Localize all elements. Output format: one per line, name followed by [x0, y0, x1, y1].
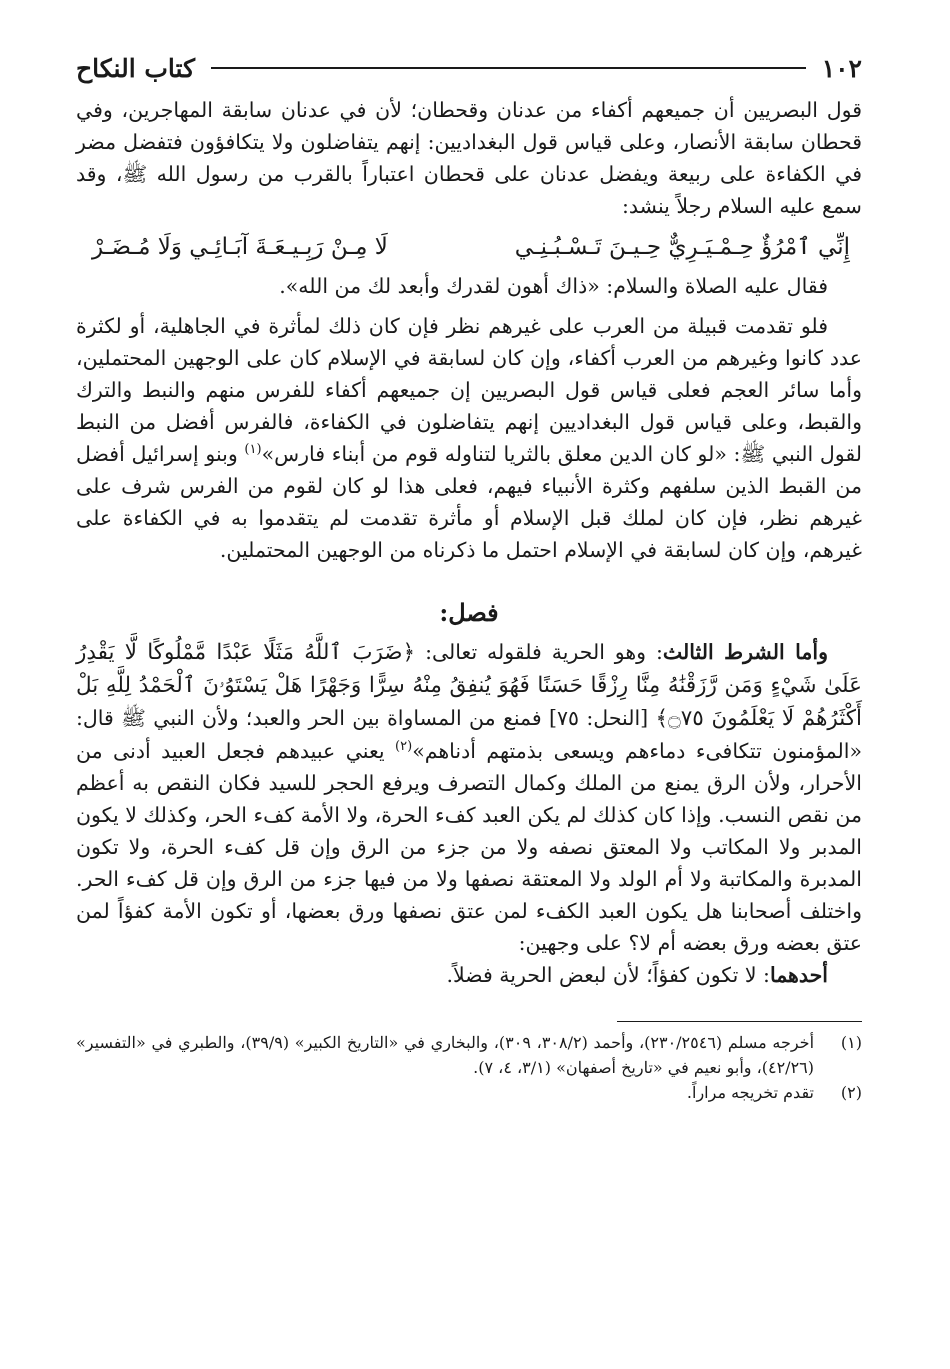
footnote-text: تقدم تخريجه مراراً.: [686, 1083, 814, 1102]
page-header: [76, 48, 862, 88]
section-heading: فصل:: [439, 598, 499, 627]
footnotes: [76, 1030, 862, 1105]
verse-second-hemistich: لَا مِـنْ رَبِـيـعَـةَ آبَـائِـي وَلَا مُـضَـرْ: [92, 234, 388, 260]
tribes-text: فلو تقدمت قبيلة من العرب على غيرهم نظر فإن كان ذلك لمأثرة في الجاهلية، أو لكثرة عدد كانوا وغيرهم من العرب أكفاء، وإن كان لسابقة في الإسلام كان على الوجهين المحتملين، وأما سائر العجم فعلى قياس قول البصريين إن جميعهم أكفاء للفرس منهم والنبط والترك والقبط، وعلى قياس قول البغداديين إنهم يتفاضلون في الكفاءة، فالفرس أفضل من النبط لقول النبي ﷺ: «لو كان الدين معلق بالثريا لتناوله قوم من أبناء فارس»: [76, 314, 862, 466]
footnote-2: [76, 1080, 862, 1105]
tribes-text-rest: وبنو إسرائيل أفضل من القبط الذين سلفهم وكثرة الأنبياء فيهم، فعلى هذا لو كان لقوم من الفرس شرف على غيرهم نظر، فإن كان لملك قبل الإسلام أو مأثرة تقدمت لم يتقدموا به في الكفاءة على غيرهم، وإن كان لسابقة في الإسلام احتمل ما ذكرناه من الوجهين المحتملين.: [76, 442, 862, 562]
freedom-rest: يعني عبيدهم فجعل العبيد أدنى من الأحرار، ولأن الرق يمنع من الملك وكمال التصرف ويرفع الحجر للسيد فكان النقص به أعظم من نقص النسب. وإذا كان كذلك لم يكن العبد كفء الحرة، ولا الأمة كفء الحر، وكذلك لا يكون المدبر ولا المكاتب ولا المعتق نصفه ولا من جزء من الرق وإن قل كفء الحرة، ولا تكون المدبرة والمكاتبة ولا أم الولد ولا المعتقة نصفها ولا من فيها جزء من الرق وإن قل كفء الحر. واختلف أصحابنا هل يكون العبد الكفء لمن عتق نصفها ورق بعضها، أو تكون الأمة كفؤاً لمن عتق بعضه ورق بعضه أم لا؟ على وجهين:: [76, 739, 862, 955]
paragraph-opening: قول البصريين أن جميعهم أكفاء من عدنان وقحطان؛ لأن في عدنان سابقة المهاجرين، وفي قحطان سابقة الأنصار، وعلى قياس قول البغداديين: إنهم يتفاضلون ولا يتكافؤون فتفضل مضر في الكفاءة على ربيعة ويفضل عدنان على قحطان اعتباراً بالقرب من رسول الله ﷺ، وقد سمع عليه السلام رجلاً ينشد:: [76, 98, 862, 218]
main-text: [76, 94, 862, 991]
footnote-1: [76, 1030, 862, 1080]
third-condition-lead: وأما الشرط الثالث: [662, 640, 828, 664]
freedom-intro: : وهو الحرية فلقوله تعالى:: [415, 640, 663, 664]
page-number: ١٠٢: [821, 53, 862, 83]
quran-verse: ﴿ضَرَبَ ٱللَّهُ مَثَلًا عَبْدًا مَّمْلُوكًا لَّا يَقْدِرُ عَلَىٰ شَيْءٍ وَمَن رَّزَقْنَٰهُ مِنَّا رِزْقًا حَسَنًا فَهُوَ يُنفِقُ مِنْهُ سِرًّا وَجَهْرًا هَلْ يَسْتَوُۥنَ ٱلْحَمْدُ لِلَّهِ بَلْ أَكْثَرُهُمْ لَا يَعْلَمُونَ ۝٧٥﴾: [76, 640, 862, 731]
first-view-text: : لا تكون كفؤاً؛ لأن لبعض الحرية فضلاً.: [446, 963, 770, 987]
freedom-after-verse: [النحل: ٧٥] فمنع من المساواة بين الحر والعبد؛ ولأن النبي ﷺ قال: «المؤمنون تتكافىء دماءهم ويسعى بذمتهم أدناهم»: [76, 706, 863, 763]
footnote-number: (١): [840, 1033, 862, 1052]
verse-first-hemistich: إِنِّي ٱمْرُؤٌ حِـمْـيَـرِيٌّ حِـيـنَ تَـسْـبُـنِـي: [514, 234, 850, 260]
footnote-ref-1[interactable]: (١): [244, 442, 262, 458]
running-title: كتاب النكاح: [76, 53, 195, 83]
first-view-lead: أحدهما: [769, 963, 828, 987]
paragraph-first-view: [76, 959, 862, 991]
footnote-ref-2[interactable]: (٢): [395, 739, 413, 755]
paragraph-prophet-reply: فقال عليه الصلاة والسلام: «ذاك أهون لقدرك وأبعد لك من الله».: [279, 274, 828, 298]
footnote-separator: [617, 1021, 862, 1022]
paragraph-freedom: [76, 636, 862, 959]
paragraph-tribes: [76, 310, 862, 566]
poetry-verse: [76, 222, 862, 270]
footnote-number: (٢): [840, 1083, 862, 1102]
header-rule: [211, 67, 806, 69]
footnote-text: أخرجه مسلم (٢٣٠/٢٥٤٦)، وأحمد (٣٠٨/٢، ٣٠٩)، والبخاري في «التاريخ الكبير» (٣٩/٩)، والطبري في «التفسير» (٤٢/٢٦)، وأبو نعيم في «تاريخ أصفهان» (٣/١، ٤، ٧).: [76, 1033, 815, 1077]
